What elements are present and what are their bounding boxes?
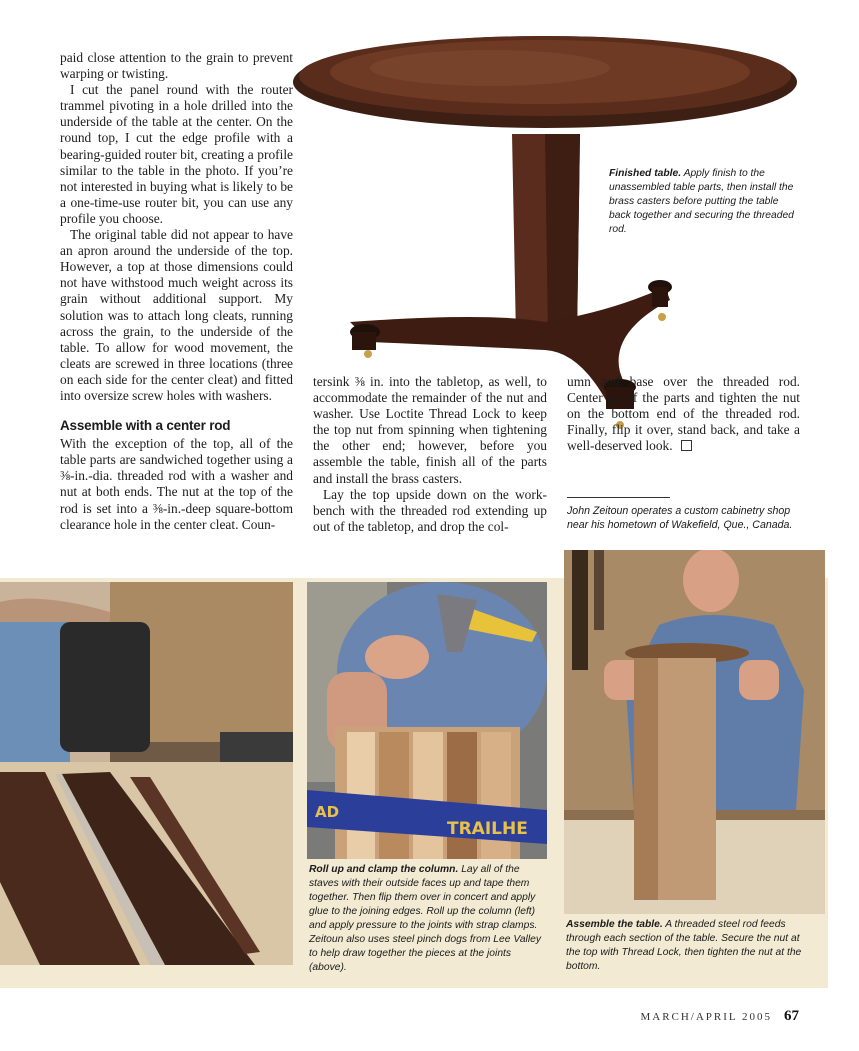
caption-clamp-column: [309, 863, 545, 975]
end-mark-icon: [681, 440, 692, 451]
photo-staves-on-bench: [0, 582, 293, 965]
paragraph: Lay the top upside down on the work-bench with the threaded rod extending up out of the tabletop, and drop the col-: [313, 486, 547, 534]
caption-title: Finished table.: [609, 168, 682, 179]
bio-divider: [567, 497, 670, 498]
caption-assemble-table: [566, 918, 802, 974]
article-column-1: [60, 50, 293, 533]
caption-body: Apply finish to the unassembled table parts, then install the brass casters before putting the table back together and securing the threaded rod.: [609, 168, 794, 235]
paragraph: umn and base over the threaded rod. Center all of the parts and tighten the nut on the bottom end of the threaded rod. Finally, flip it over, stand back, and take a well-deserved look.: [567, 374, 800, 454]
caption-title: Assemble the table.: [566, 919, 663, 930]
article-column-3: [567, 374, 800, 454]
article-column-2: [313, 374, 547, 535]
caption-body: Lay all of the staves with their outside faces up and tape them together. Then flip them over in concert and apply glue to the joining edges. Roll up the column (left) and apply pressure to the joints with strap clamps. Zeitoun also uses steel pinch dogs from Lee Valley to help draw together the pieces at the joints (above).: [309, 864, 542, 973]
strap-text-left: AD: [315, 803, 340, 821]
paragraph: paid close attention to the grain to prevent warping or twisting.: [60, 50, 293, 82]
paragraph-end: [567, 374, 800, 454]
paragraph: With the exception of the top, all of the table parts are sandwiched together using a ⅜-in.-dia. threaded rod with a washer and nut at both ends. The nut at the top of the rod is set into a ⅜-in.-deep square-bottom clearance hole in the center cleat. Coun-: [60, 436, 293, 532]
paragraph: I cut the panel round with the router trammel pivoting in a hole drilled into the underside of the table at the center. On the round top, I cut the edge profile with a bearing-guided router bit, creating a profile similar to the table in the photo. If you’re not interested in buying what is likely to be a one-time-use router bit, you can use any profile you choose.: [60, 82, 293, 226]
photo-assemble-table: [564, 550, 825, 914]
paragraph: The original table did not appear to have an apron around the underside of the top. However, a top at those dimensions could not have withstood much weight across its grain without additional support. My solution was to attach long cleats, running across the grain, to the underside of the table. To allow for wood movement, the cleats are screwed in three locations (three on each side for the center cleat) and fitted into oversize screw holes with washers.: [60, 227, 293, 403]
caption-title: Roll up and clamp the column.: [309, 864, 459, 875]
author-bio: John Zeitoun operates a custom cabinetry shop near his hometown of Wakefield, Que., Canada.: [567, 505, 793, 531]
caption-body: A threaded steel rod feeds through each section of the table. Secure the nut at the top with Thread Lock, then tighten the nut at the bottom.: [566, 919, 802, 972]
photo-clamp-column: [307, 582, 547, 859]
page-number: 67: [784, 1008, 799, 1024]
issue-date: MARCH/APRIL 2005: [640, 1011, 772, 1023]
page-footer: [640, 1008, 799, 1025]
section-heading: Assemble with a center rod: [60, 418, 231, 434]
strap-text: TRAILHE: [447, 819, 528, 839]
caption-finished-table: [609, 167, 799, 237]
paragraph: tersink ⅜ in. into the tabletop, as well, to accommodate the remainder of the nut and washer. Use Loctite Thread Lock to keep the top nut from spinning when tightening the other end; however, before you assemble the table, finish all of the parts and install the brass casters.: [313, 374, 547, 486]
